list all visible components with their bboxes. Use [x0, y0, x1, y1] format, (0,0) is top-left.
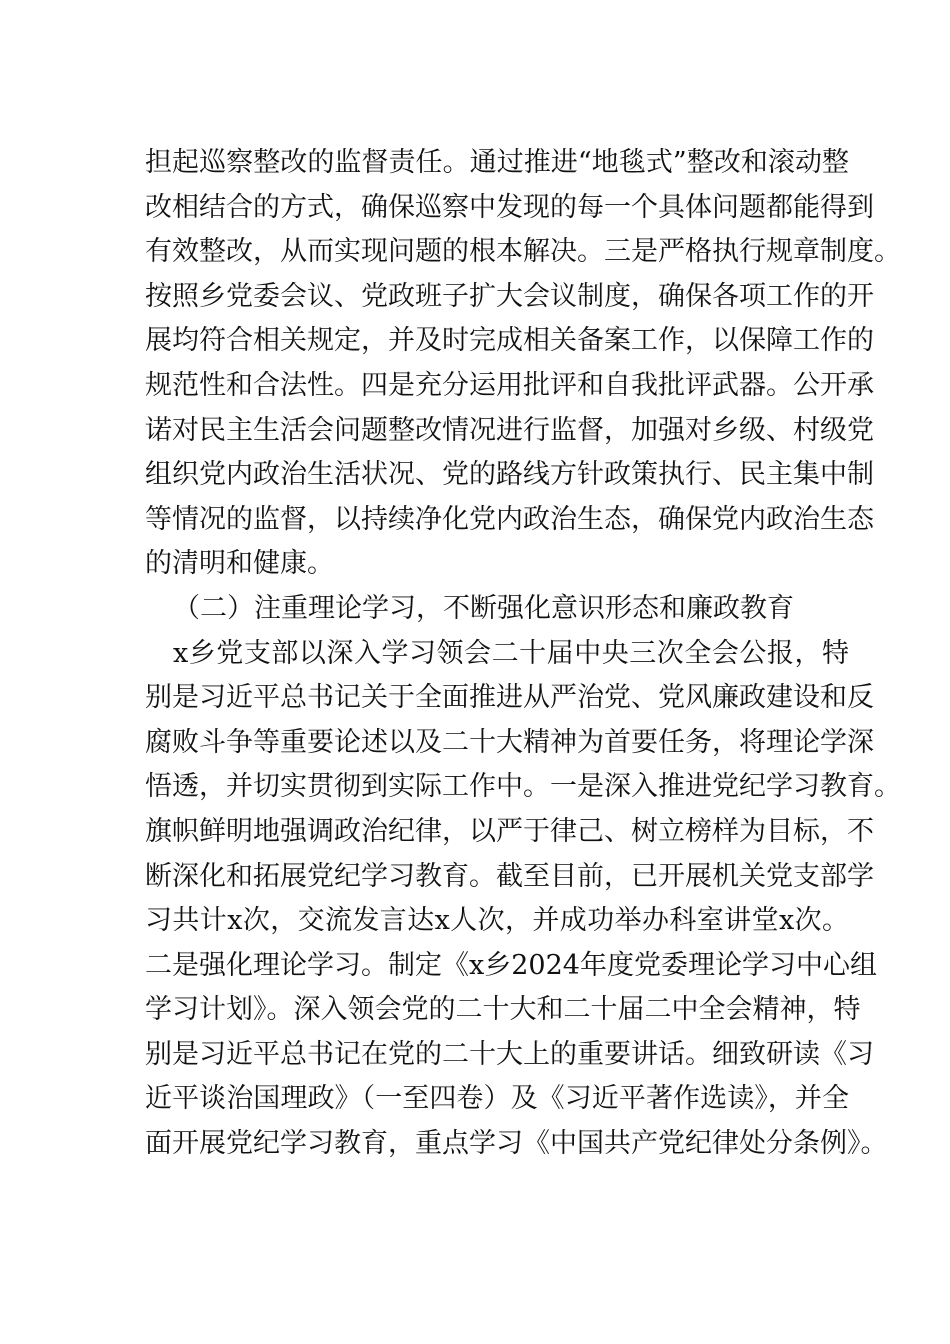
text-line: 诺对民主生活会问题整改情况进行监督，加强对乡级、村级党 — [145, 414, 874, 446]
text-line: 有效整改，从而实现问题的根本解决。三是严格执行规章制度。 — [145, 236, 901, 268]
text-line: 习共计x次，交流发言达x人次，并成功举办科室讲堂x次。 — [145, 905, 849, 937]
text-line: 悟透，并切实贯彻到实际工作中。一是深入推进党纪学习教育。 — [145, 771, 901, 803]
text-line: 组织党内政治生活状况、党的路线方针政策执行、民主集中制 — [145, 459, 874, 491]
text-line: 别是习近平总书记关于全面推进从严治党、党风廉政建设和反 — [145, 682, 874, 714]
paragraph-2 — [145, 632, 901, 1167]
text-line: 近平谈治国理政》（一至四卷）及《习近平著作选读》，并全 — [145, 1083, 849, 1115]
text-line: 展均符合相关规定，并及时完成相关备案工作，以保障工作的 — [145, 325, 874, 357]
text-line: 学习计划》。深入领会党的二十大和二十届二中全会精神，特 — [145, 994, 861, 1026]
text-line: 的清明和健康。 — [145, 548, 334, 580]
text-line: 别是习近平总书记在党的二十大上的重要讲话。细致研读《习 — [145, 1038, 874, 1070]
text-line: 旗帜鲜明地强调政治纪律，以严于律己、树立榜样为目标，不 — [145, 815, 874, 847]
text-line: x乡党支部以深入学习领会二十届中央三次全会公报，特 — [173, 637, 849, 669]
text-line: 等情况的监督，以持续净化党内政治生态，确保党内政治生态 — [145, 503, 874, 535]
text-line: 二是强化理论学习。制定《x乡2024年度党委理论学习中心组 — [145, 949, 877, 981]
paragraph-1 — [145, 141, 901, 587]
section-heading: （二）注重理论学习，不断强化意识形态和廉政教育 — [173, 592, 794, 624]
text-line: 规范性和合法性。四是充分运用批评和自我批评武器。公开承 — [145, 369, 874, 401]
text-line: 按照乡党委会议、党政班子扩大会议制度，确保各项工作的开 — [145, 280, 874, 312]
text-line: 担起巡察整改的监督责任。通过推进“地毯式”整改和滚动整 — [145, 147, 849, 178]
text-line: 腐败斗争等重要论述以及二十大精神为首要任务，将理论学深 — [145, 726, 874, 758]
text-line: 断深化和拓展党纪学习教育。截至目前，已开展机关党支部学 — [145, 860, 874, 892]
text-line: 面开展党纪学习教育，重点学习《中国共产党纪律处分条例》。 — [145, 1128, 888, 1160]
text-line: 改相结合的方式，确保巡察中发现的每一个具体问题都能得到 — [145, 191, 874, 223]
document-page — [145, 141, 901, 1167]
